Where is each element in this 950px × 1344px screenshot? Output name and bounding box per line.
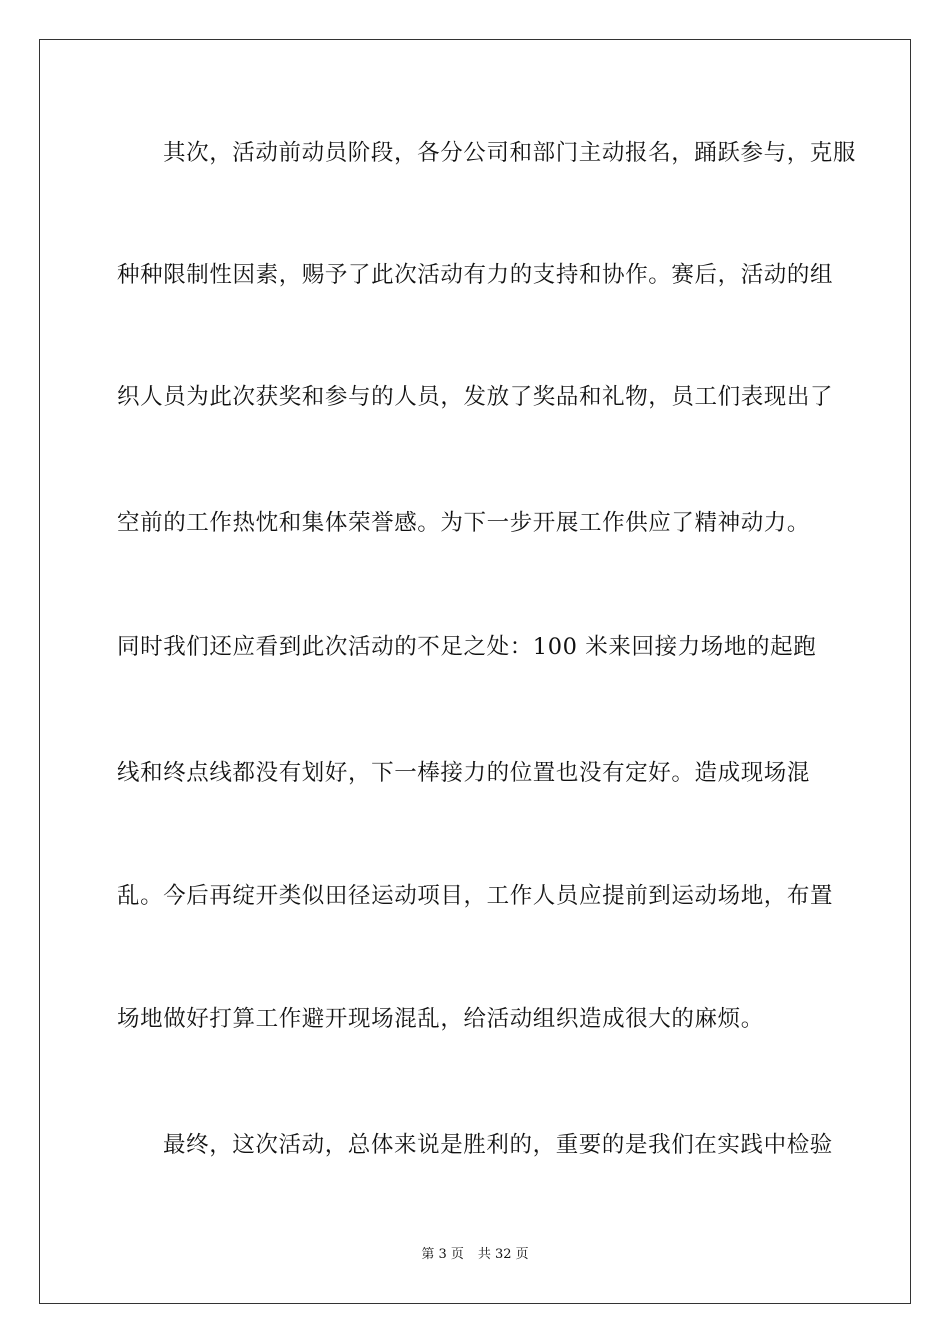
paragraph-line: 乱。今后再绽开类似田径运动项目，工作人员应提前到运动场地，布置 [117, 883, 834, 909]
page-total: 共 32 页 [477, 1247, 529, 1262]
page-border [39, 39, 911, 1304]
page-footer [0, 1246, 950, 1264]
paragraph-line: 线和终点线都没有划好，下一棒接力的位置也没有定好。造成现场混 [117, 760, 811, 786]
paragraph-line: 同时我们还应看到此次活动的不足之处：100 米来回接力场地的起跑 [117, 634, 817, 660]
paragraph-line: 织人员为此次获奖和参与的人员，发放了奖品和礼物，员工们表现出了 [117, 384, 834, 410]
page-number: 第 3 页 [421, 1247, 464, 1262]
paragraph-line: 空前的工作热忱和集体荣誉感。为下一步开展工作供应了精神动力。 [117, 510, 811, 536]
paragraph-line: 种种限制性因素，赐予了此次活动有力的支持和协作。赛后，活动的组 [117, 262, 834, 288]
paragraph-line: 最终，这次活动，总体来说是胜利的，重要的是我们在实践中检验 [163, 1132, 833, 1158]
paragraph-line: 场地做好打算工作避开现场混乱，给活动组织造成很大的麻烦。 [117, 1006, 764, 1032]
paragraph-line: 其次，活动前动员阶段，各分公司和部门主动报名，踊跃参与，克服 [163, 140, 857, 166]
